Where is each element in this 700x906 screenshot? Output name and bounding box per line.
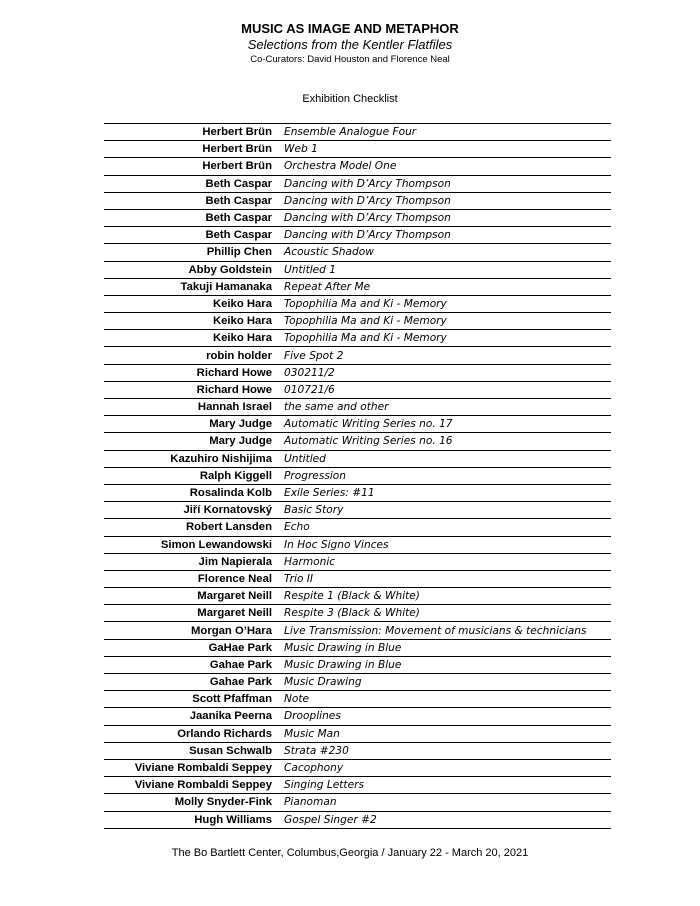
artwork-title: Dancing with D’Arcy Thompson xyxy=(284,177,451,190)
artist-name: Viviane Rombaldi Seppey xyxy=(134,762,272,775)
table-row xyxy=(104,640,611,657)
artist-name: Orlando Richards xyxy=(177,727,272,740)
artist-name: Keiko Hara xyxy=(212,332,272,345)
table-row xyxy=(104,812,611,829)
table-row xyxy=(104,657,611,674)
table-row xyxy=(104,399,611,416)
table-row xyxy=(104,519,611,536)
artist-name: Beth Caspar xyxy=(205,194,272,207)
table-row xyxy=(104,416,611,433)
artwork-title: Orchestra Model One xyxy=(284,160,397,173)
table-row xyxy=(104,365,611,382)
artist-name: Ralph Kiggell xyxy=(199,469,272,482)
artist-name: Beth Caspar xyxy=(205,212,272,225)
artwork-title: Five Spot 2 xyxy=(284,349,344,362)
artwork-title: Untitled 1 xyxy=(284,263,337,276)
artwork-title: Harmonic xyxy=(284,555,336,568)
table-row xyxy=(104,485,611,502)
artist-name: Richard Howe xyxy=(196,366,272,379)
table-row xyxy=(104,605,611,622)
artwork-title: Basic Story xyxy=(284,504,344,517)
table-row xyxy=(104,313,611,330)
artwork-title: Ensemble Analogue Four xyxy=(284,126,417,139)
table-row xyxy=(104,124,611,141)
artist-name: Morgan O’Hara xyxy=(191,624,272,637)
table-row xyxy=(104,708,611,725)
artwork-title: Singing Letters xyxy=(284,779,364,792)
artwork-title: Pianoman xyxy=(284,796,337,809)
table-row xyxy=(104,141,611,158)
table-row xyxy=(104,537,611,554)
artwork-title: Cacophony xyxy=(284,762,344,775)
table-row xyxy=(104,622,611,639)
table-row xyxy=(104,330,611,347)
artist-name: Susan Schwalb xyxy=(189,744,272,757)
table-row xyxy=(104,451,611,468)
table-row xyxy=(104,468,611,485)
table-row xyxy=(104,743,611,760)
artwork-title: Trio II xyxy=(284,572,314,585)
artwork-title: Web 1 xyxy=(284,143,318,156)
table-row xyxy=(104,347,611,364)
artist-name: Hannah Israel xyxy=(197,401,272,414)
checklist-heading: Exhibition Checklist xyxy=(302,93,398,105)
curators-line: Co-Curators: David Houston and Florence Neal xyxy=(250,54,450,65)
artist-name: Beth Caspar xyxy=(205,177,272,190)
artwork-title: 010721/6 xyxy=(284,383,335,396)
artist-name: Rosalinda Kolb xyxy=(189,487,272,500)
artwork-title: Acoustic Shadow xyxy=(284,246,374,259)
document-header xyxy=(0,20,700,66)
artwork-title: Note xyxy=(284,693,310,706)
artist-name: Herbert Brün xyxy=(202,160,272,173)
table-row xyxy=(104,158,611,175)
table-row xyxy=(104,502,611,519)
table-row xyxy=(104,279,611,296)
artist-name: Margaret Neill xyxy=(197,590,272,603)
artist-name: Abby Goldstein xyxy=(188,263,272,276)
artist-name: robin holder xyxy=(206,349,272,362)
artwork-title: Music Man xyxy=(284,727,340,740)
artwork-title: Untitled xyxy=(284,452,326,465)
table-row xyxy=(104,433,611,450)
artist-name: Herbert Brün xyxy=(202,143,272,156)
artist-name: Gahae Park xyxy=(209,658,272,671)
artwork-title: the same and other xyxy=(284,401,389,414)
document-subtitle: Selections from the Kentler Flatfiles xyxy=(247,37,453,52)
artist-name: Kazuhiro Nishijima xyxy=(170,452,272,465)
artwork-title: Live Transmission: Movement of musicians & technicians xyxy=(284,624,587,637)
artist-name: Viviane Rombaldi Seppey xyxy=(134,779,272,792)
table-row xyxy=(104,794,611,811)
table-row xyxy=(104,227,611,244)
artwork-title: Music Drawing xyxy=(284,676,362,689)
table-row xyxy=(104,760,611,777)
table-row xyxy=(104,244,611,261)
artwork-title: In Hoc Signo Vinces xyxy=(284,538,389,551)
table-row xyxy=(104,382,611,399)
table-row xyxy=(104,554,611,571)
venue-footer: The Bo Bartlett Center, Columbus,Georgia / January 22 - March 20, 2021 xyxy=(171,847,529,859)
artist-name: Herbert Brün xyxy=(202,126,272,139)
table-row xyxy=(104,777,611,794)
artwork-title: Dancing with D’Arcy Thompson xyxy=(284,212,451,225)
table-row xyxy=(104,571,611,588)
artist-name: Jiří Kornatovský xyxy=(183,504,272,517)
artist-name: Gahae Park xyxy=(209,676,272,689)
table-row xyxy=(104,193,611,210)
artist-name: Hugh Williams xyxy=(194,813,272,826)
table-row xyxy=(104,296,611,313)
artist-name: Phillip Chen xyxy=(206,246,272,259)
artist-name: Keiko Hara xyxy=(212,297,272,310)
artist-name: Scott Pfaffman xyxy=(192,693,272,706)
artist-name: Mary Judge xyxy=(209,418,272,431)
artwork-title: Repeat After Me xyxy=(284,280,371,293)
document-title: MUSIC AS IMAGE AND METAPHOR xyxy=(241,21,459,36)
artist-name: Molly Snyder-Fink xyxy=(174,796,272,809)
artwork-title: Music Drawing in Blue xyxy=(284,658,402,671)
artwork-title: Topophilia Ma and Ki - Memory xyxy=(284,297,447,310)
artist-name: Margaret Neill xyxy=(197,607,272,620)
artist-name: GaHae Park xyxy=(208,641,272,654)
artist-name: Keiko Hara xyxy=(212,315,272,328)
artist-name: Florence Neal xyxy=(197,572,272,585)
artwork-title: Respite 3 (Black & White) xyxy=(284,607,420,620)
artist-name: Takuji Hamanaka xyxy=(180,280,272,293)
artwork-title: Progression xyxy=(284,469,347,482)
artwork-title: Automatic Writing Series no. 17 xyxy=(284,418,453,431)
artwork-title: Gospel Singer #2 xyxy=(284,813,377,826)
table-row xyxy=(104,588,611,605)
artwork-title: Topophilia Ma and Ki - Memory xyxy=(284,332,447,345)
artwork-title: Exile Series: #11 xyxy=(284,487,375,500)
artwork-title: Music Drawing in Blue xyxy=(284,641,402,654)
artist-name: Jim Napierala xyxy=(198,555,272,568)
artwork-title: Echo xyxy=(284,521,310,534)
artwork-title: Automatic Writing Series no. 16 xyxy=(284,435,453,448)
table-row xyxy=(104,262,611,279)
artwork-title: Topophilia Ma and Ki - Memory xyxy=(284,315,447,328)
table-row xyxy=(104,210,611,227)
artist-name: Jaanika Peerna xyxy=(189,710,272,723)
artist-name: Mary Judge xyxy=(209,435,272,448)
artist-name: Richard Howe xyxy=(196,383,272,396)
artist-name: Robert Lansden xyxy=(186,521,272,534)
artwork-title: Dancing with D’Arcy Thompson xyxy=(284,194,451,207)
checklist-table xyxy=(104,123,611,829)
table-row xyxy=(104,674,611,691)
table-row xyxy=(104,726,611,743)
artwork-title: Strata #230 xyxy=(284,744,349,757)
artwork-title: Dancing with D’Arcy Thompson xyxy=(284,229,451,242)
artwork-title: 030211/2 xyxy=(284,366,335,379)
artist-name: Simon Lewandowski xyxy=(160,538,272,551)
artwork-title: Respite 1 (Black & White) xyxy=(284,590,420,603)
artwork-title: Drooplines xyxy=(284,710,341,723)
table-row xyxy=(104,691,611,708)
artist-name: Beth Caspar xyxy=(205,229,272,242)
table-row xyxy=(104,176,611,193)
